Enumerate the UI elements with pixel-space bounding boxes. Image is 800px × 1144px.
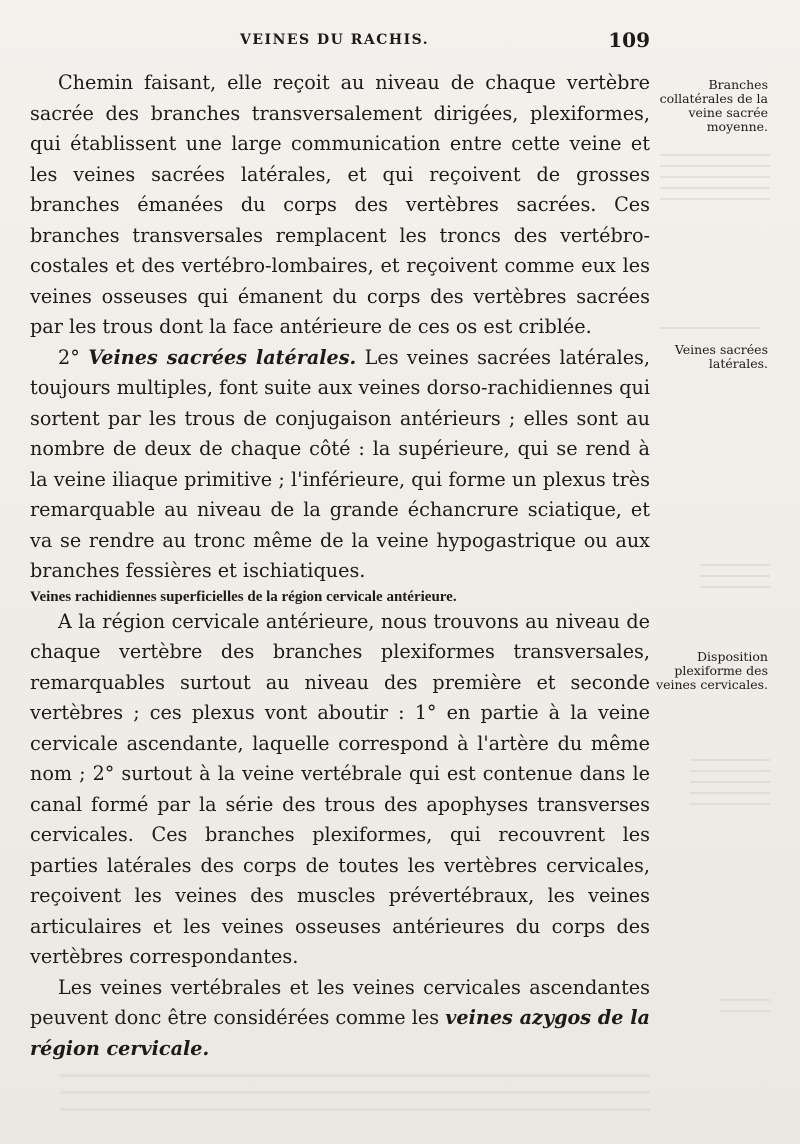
main-text xyxy=(30,68,650,1064)
section-heading: Veines rachidiennes superficielles de la région cervicale antérieure. xyxy=(30,588,457,605)
paragraph-1: Chemin faisant, elle reçoit au niveau de chaque vertèbre sacrée des branches transversalement dirigées, plexiformes, qui établissent une large communication entre cette veine et les veines sacrées latérales, et qui reçoivent de grosses branches émanées du corps des vertèbres sacrées. Ces branches transversales remplacent les troncs des vertébro-costales et des vertébro-lombaires, et reçoivent comme eux les veines osseuses qui émanent du corps des vertèbres sacrées par les trous dont la face antérieure de ces os est criblée. xyxy=(30,71,650,338)
bleed-through-4 xyxy=(690,750,770,810)
paragraph-2-title: Veines sacrées latérales. xyxy=(88,345,357,369)
paragraph-2 xyxy=(30,343,650,587)
page-header xyxy=(40,28,650,58)
paragraph-3: A la région cervicale antérieure, nous trouvons au niveau de chaque vertèbre des branches plexiformes transversales, remarquables surtout au niveau des première et seconde vertèbres ; ces plexus vont aboutir : 1° en partie à la veine cervicale ascendante, laquelle correspond à l'artère du même nom ; 2° surtout à la veine vertébrale qui est contenue dans le canal formé par la série des trous des apophyses transverses cervicales. Ces branches plexiformes, qui recouvrent les parties latérales des corps de toutes les vertèbres cervicales, reçoivent les veines des muscles prévertébraux, les veines articulaires et les veines osseuses antérieures du corps des vertèbres correspondantes. xyxy=(30,609,650,968)
page-number: 109 xyxy=(608,28,650,52)
running-title: VEINES DU RACHIS. xyxy=(240,32,430,48)
bleed-through-5 xyxy=(720,990,770,1020)
bleed-through-1 xyxy=(660,145,770,205)
paragraph-4 xyxy=(30,973,650,1065)
paragraph-2-text: Les veines sacrées latérales, toujours multiples, font suite aux veines dorso-rachidiennes qui sortent par les trous de conjugaison antérieurs ; elles sont au nombre de deux de chaque côté : la supérieure, qui se rend à la veine iliaque primitive ; l'inférieure, qui forme un plexus très remarquable au niveau de la grande échancrure sciatique, et va se rendre au tronc même de la veine hypogastrique ou aux branches fessières et ischiatiques. xyxy=(30,345,651,582)
paragraph-4-italic: veines azygos de la région cervicale. xyxy=(30,1006,650,1060)
margin-note-1: Branches collatérales de la veine sacrée moyenne. xyxy=(659,77,768,134)
bleed-through-6 xyxy=(60,1060,650,1120)
bleed-through-2 xyxy=(660,318,760,338)
paragraph-4-text: Les veines vertébrales et les veines cervicales ascendantes peuvent donc être considérées comme les xyxy=(30,975,650,1029)
margin-note-2: Veines sacrées latérales. xyxy=(674,342,768,371)
paragraph-2-number: 2° xyxy=(58,345,89,369)
bleed-through-3 xyxy=(700,555,770,595)
margin-note-3: Disposition plexiforme des veines cervicales. xyxy=(656,649,768,692)
